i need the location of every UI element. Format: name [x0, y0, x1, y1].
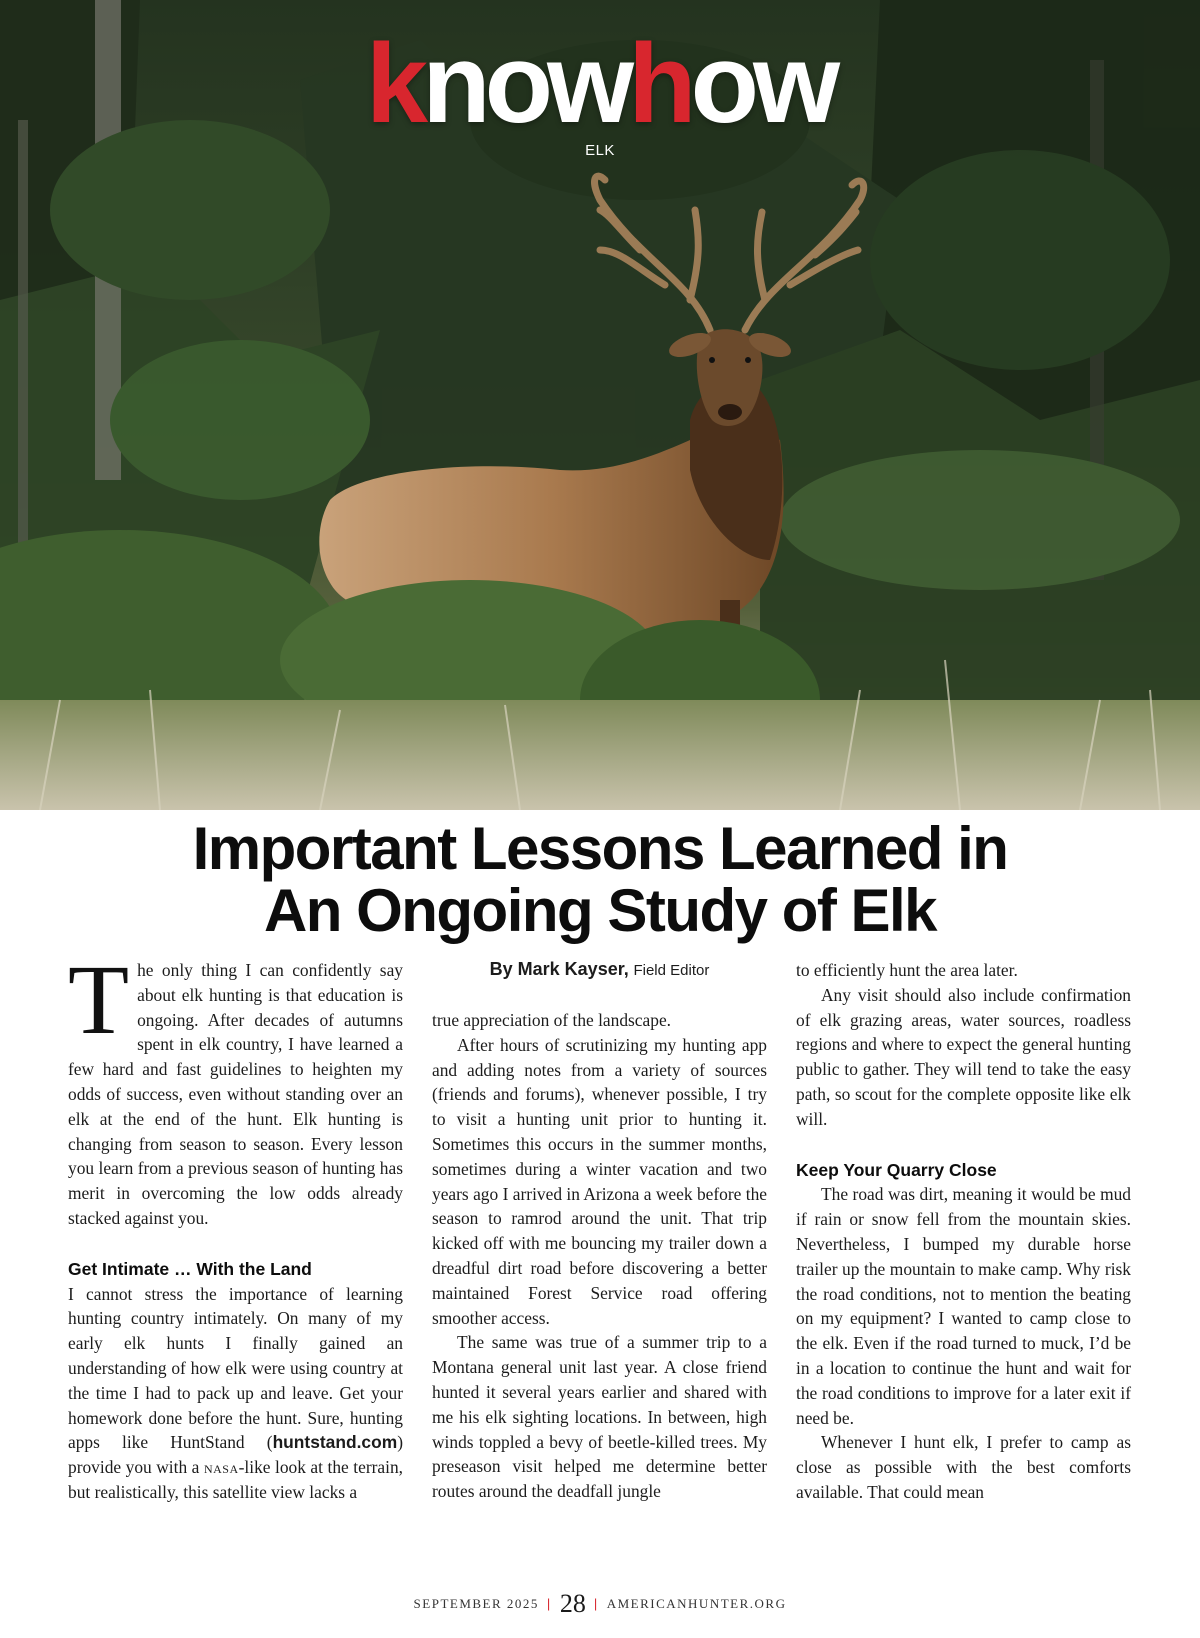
- footer-separator: |: [593, 1596, 599, 1611]
- byline-author: By Mark Kayser,: [489, 959, 629, 979]
- subhead-get-intimate: Get Intimate … With the Land: [68, 1258, 312, 1279]
- masthead: [0, 21, 1200, 159]
- paragraph: Whenever I hunt elk, I prefer to camp as close as possible with the best comforts available. That could mean: [796, 1432, 1131, 1502]
- footer-site[interactable]: AMERICANHUNTER.ORG: [606, 1596, 787, 1611]
- paragraph: to efficiently hunt the area later.: [796, 960, 1018, 980]
- article-headline: [60, 815, 1140, 944]
- paragraph: true appreciation of the landscape.: [432, 1010, 672, 1030]
- page-number: 28: [559, 1589, 586, 1618]
- headline-line-2: An Ongoing Study of Elk: [263, 877, 937, 944]
- byline: [432, 958, 767, 982]
- paragraph: The same was true of a summer trip to a Montana general unit last year. A close friend hunted it several years earlier and shared with me his elk sighting locations. In between, high winds toppled a bevy of beetle-killed trees. My preseason visit helped me determine better routes around the deadfall jungle: [432, 1332, 767, 1502]
- article-column-3: [796, 958, 1131, 1505]
- page-footer: [0, 1589, 1200, 1619]
- knowhow-logo: knowhow: [365, 21, 835, 146]
- paragraph: The road was dirt, meaning it would be mud if rain or snow fell from the mountain skies. Nevertheless, I bumped my durable horse trailer up the mountain to make camp. Why risk the road conditions, not to mention the beating on my equipment? I wanted to camp close to the elk. Even if the road turned to muck, I’d be in a location to continue the hunt and wait for the road conditions to improve for a later exit if need be.: [796, 1184, 1131, 1428]
- paragraph: Any visit should also include confirmation of elk grazing areas, water sources, roadless regions and where to expect the general hunting public to gather. They will tend to take the easy path, so scout for the complete opposite like elk will.: [796, 984, 1131, 1129]
- byline-role: Field Editor: [633, 962, 710, 979]
- footer-issue: SEPTEMBER 2025: [413, 1596, 539, 1611]
- hero-photo: [0, 0, 1200, 810]
- section-tag: ELK: [585, 142, 615, 159]
- intro-paragraph: The only thing I can confidently say about elk hunting is that education is ongoing. After decades of autumns spent in elk country, I have learned a few hard and fast guidelines to heighten my odds of success, even without standing over an elk at the end of the hunt. Elk hunting is changing from season to season. Every lesson you learn from a previous season of hunting has merit in overcoming the low odds already stacked against you.: [68, 944, 403, 1228]
- footer-separator: |: [546, 1596, 552, 1611]
- subhead-keep-quarry-close: Keep Your Quarry Close: [796, 1159, 997, 1180]
- paragraph: I cannot stress the importance of learning hunting country intimately. On many of my early elk hunts I finally gained an understanding of how elk were using country at the time I had to pack up and leave. Get your homework done before the hunt. Sure, hunting apps like HuntStand (huntstand.com) provide you with a nasa-like look at the terrain, but realistically, this satellite view lacks a: [68, 1283, 403, 1502]
- paragraph: After hours of scrutinizing my hunting app and adding notes from a variety of sources (friends and forums), whenever possible, I try to visit a hunting unit prior to hunting it. Sometimes this occurs in the summer months, sometimes during a winter vacation and two years ago I arrived in Arizona a week before the season to ramrod around the unit. That trip kicked off with me bouncing my trailer down a dreadful dirt road before discovering a better maintained Forest Service road offering smoother access.: [432, 1034, 767, 1328]
- headline-line-1: Important Lessons Learned in: [192, 815, 1008, 882]
- article-column-2: [432, 958, 767, 1504]
- drop-cap: T: [68, 944, 130, 1055]
- article-column-1: [68, 944, 403, 1505]
- huntstand-link[interactable]: huntstand.com: [272, 1432, 398, 1453]
